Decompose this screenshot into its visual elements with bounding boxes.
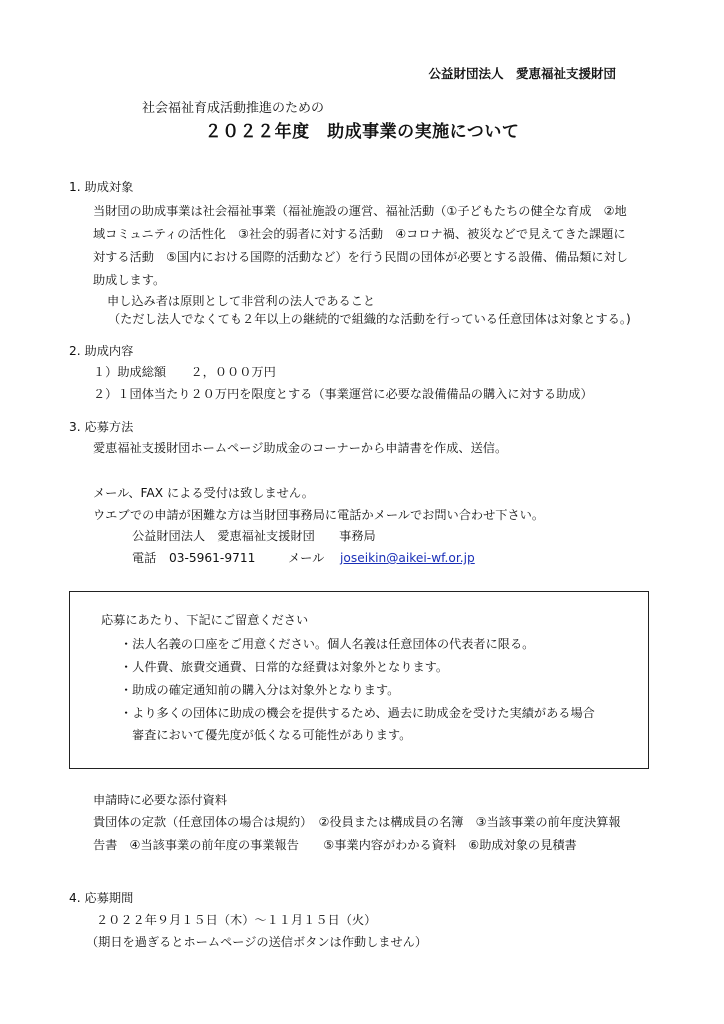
application-period-note: （期日を過ぎるとホームページの送信ボタンは作動しません） <box>86 935 428 949</box>
application-period: ２０２２年９月１５日（木）～１１月１５日（火） <box>96 913 377 927</box>
section-1-heading: 1. 助成対象 <box>69 180 134 194</box>
section-4-heading: 4. 応募期間 <box>69 891 134 905</box>
document-subtitle: 社会福祉育成活動推進のための <box>142 101 325 116</box>
section-2-heading: 2. 助成内容 <box>69 344 134 358</box>
attachments-line-1: 貴団体の定款（任意団体の場合は規約） ②役員または構成員の名簿 ③当該事業の前年度決算報 <box>93 815 621 829</box>
section-1-line-4: 助成します。 <box>93 273 166 287</box>
section-1-line-1: 当財団の助成事業は社会福祉事業（福祉施設の運営、福祉活動（①子どもたちの健全な育成 ②地 <box>93 204 627 218</box>
section-1-line-3: 対する活動 ⑤国内における国際的活動など）を行う民間の団体が必要とする設備、備品類に対し <box>93 250 628 264</box>
notice-item-4-continuation: 審査において優先度が低くなる可能性があります。 <box>132 728 412 742</box>
section-3-heading: 3. 応募方法 <box>69 420 134 434</box>
section-2-line-2: ２）１団体当たり２０万円を限度とする（事業運営に必要な設備備品の購入に対する助成） <box>93 387 593 401</box>
section-1-line-5: 申し込み者は原則として非営利の法人であること <box>107 294 376 308</box>
email-link[interactable]: joseikin@aikei-wf.or.jp <box>340 551 475 565</box>
section-3-line-3: ウエブでの申請が困難な方は当財団事務局に電話かメールでお問い合わせ下さい。 <box>93 508 545 522</box>
mail-label: メール <box>288 551 325 565</box>
attachments-line-2: 告書 ④当該事業の前年度の事業報告 ⑤事業内容がわかる資料 ⑥助成対象の見積書 <box>93 838 577 852</box>
phone-label: 電話 <box>132 551 157 565</box>
contact-office: 公益財団法人 愛恵福祉支援財団 事務局 <box>132 529 376 543</box>
section-2-line-1: １）助成総額 ２，０００万円 <box>93 365 276 379</box>
notice-item-2: ・人件費、旅費交通費、日常的な経費は対象外となります。 <box>120 660 449 674</box>
notice-item-4: ・より多くの団体に助成の機会を提供するため、過去に助成金を受けた実績がある場合 <box>120 706 595 720</box>
notice-item-1: ・法人名義の口座をご用意ください。個人名義は任意団体の代表者に限る。 <box>120 637 535 651</box>
notice-item-3: ・助成の確定通知前の購入分は対象外となります。 <box>120 683 400 697</box>
section-1-line-6: （ただし法人でなくても２年以上の継続的で組織的な活動を行っている任意団体は対象とする。) <box>108 312 631 326</box>
section-3-line-1: 愛恵福祉支援財団ホームページ助成金のコーナーから申請書を作成、送信。 <box>93 441 508 455</box>
section-1-line-2: 域コミュニティの活性化 ③社会的弱者に対する活動 ④コロナ禍、被災などで見えてきた課題に <box>93 227 626 241</box>
document-title: ２０２２年度 助成事業の実施について <box>204 122 520 142</box>
section-3-line-2: メール、FAX による受付は致しません。 <box>93 486 314 500</box>
organization-name: 公益財団法人 愛恵福祉支援財団 <box>428 66 616 81</box>
notice-heading: 応募にあたり、下記にご留意ください <box>101 613 309 627</box>
attachments-heading: 申請時に必要な添付資料 <box>93 793 228 807</box>
phone-number: 03-5961-9711 <box>169 551 256 565</box>
